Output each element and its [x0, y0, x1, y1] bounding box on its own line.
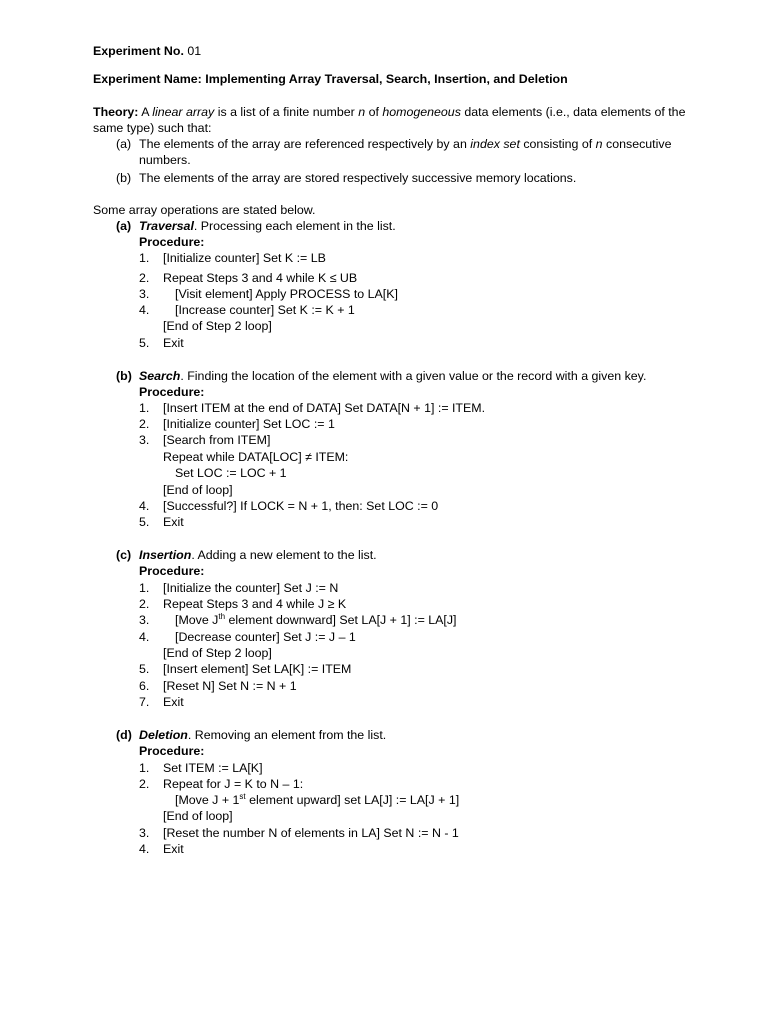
traversal-procedure-label: Procedure: — [139, 235, 205, 249]
operations-intro: Some array operations are stated below. — [93, 203, 316, 217]
exp-no-value: 01 — [187, 44, 202, 58]
step-text: [End of Step 2 loop] — [163, 646, 272, 660]
step-text: Repeat for J = K to N – 1: — [163, 777, 304, 791]
step-number: 1. — [139, 581, 150, 595]
step-number: 5. — [139, 662, 150, 676]
experiment-name — [93, 71, 568, 87]
insertion-heading: Insertion. Adding a new element to the list. — [139, 548, 377, 562]
step-text: [Initialize the counter] Set J := N — [163, 581, 339, 595]
step-text: [Increase counter] Set K := K + 1 — [175, 303, 355, 317]
step-text: Exit — [163, 695, 184, 709]
step-text: [Initialize counter] Set LOC := 1 — [163, 417, 335, 431]
search-procedure-label: Procedure: — [139, 385, 205, 399]
step-number: 2. — [139, 271, 150, 285]
step-number: 2. — [139, 777, 150, 791]
search-marker: (b) — [116, 369, 132, 383]
step-number: 1. — [139, 401, 150, 415]
theory-line-1: Theory: A linear array is a list of a finite number n of homogeneous data elements (i.e., data elements of the — [93, 105, 686, 119]
step-number: 1. — [139, 251, 150, 265]
insertion-procedure-label: Procedure: — [139, 564, 205, 578]
insertion-marker: (c) — [116, 548, 132, 562]
step-text: [Move $J^{th}$ element downward] Set LA[J + 1] := LA[J] — [175, 611, 457, 627]
step-text: [Insert ITEM at the end of DATA] Set DATA[N + 1] := ITEM. — [163, 401, 486, 415]
step-text: Set ITEM := LA[K] — [163, 761, 263, 775]
step-number: 5. — [139, 515, 150, 529]
experiment-number — [93, 43, 201, 59]
step-number: 3. — [139, 287, 150, 301]
step-text: [End of loop] — [163, 483, 233, 497]
step-number: 3. — [139, 826, 150, 840]
step-number: 4. — [139, 630, 150, 644]
step-text: [Successful?] If LOCK = N + 1, then: Set LOC := 0 — [163, 499, 439, 513]
step-text: Set LOC := LOC + 1 — [175, 466, 287, 480]
step-number: 6. — [139, 679, 150, 693]
step-number: 1. — [139, 761, 150, 775]
step-text: Repeat Steps 3 and 4 while K ≤ UB — [163, 271, 358, 285]
step-number: 7. — [139, 695, 150, 709]
step-number: 4. — [139, 499, 150, 513]
deletion-heading: Deletion. Removing an element from the list. — [139, 728, 387, 742]
step-number: 4. — [139, 303, 150, 317]
deletion-marker: (d) — [116, 728, 132, 742]
theory-item-a-cont: numbers. — [139, 153, 191, 167]
theory-item-b-marker: (b) — [116, 171, 132, 185]
step-number: 2. — [139, 597, 150, 611]
deletion-procedure-label: Procedure: — [139, 744, 205, 758]
step-text: [Decrease counter] Set J := J – 1 — [175, 630, 356, 644]
step-number: 5. — [139, 336, 150, 350]
step-text: Exit — [163, 515, 184, 529]
traversal-marker: (a) — [116, 219, 132, 233]
step-text: [Move J + 1st element upward] set LA[J] := LA[J + 1] — [175, 791, 460, 807]
exp-name-label: Experiment Name: — [93, 72, 202, 86]
theory-item-b: The elements of the array are stored respectively successive memory locations. — [139, 171, 577, 185]
step-number: 3. — [139, 613, 150, 627]
theory-line-2: same type) such that: — [93, 121, 212, 135]
step-text: [Initialize counter] Set K := LB — [163, 251, 326, 265]
step-number: 4. — [139, 842, 150, 856]
exp-name-value: Implementing Array Traversal, Search, Insertion, and Deletion — [205, 72, 568, 86]
step-text: Exit — [163, 842, 184, 856]
traversal-heading: Traversal. Processing each element in the list. — [139, 219, 396, 233]
search-heading: Search. Finding the location of the element with a given value or the record with a given key. — [139, 369, 647, 383]
step-text: [Visit element] Apply PROCESS to LA[K] — [175, 287, 398, 301]
step-text: [End of Step 2 loop] — [163, 319, 272, 333]
exp-no-label: Experiment No. — [93, 44, 184, 58]
step-text: [End of loop] — [163, 809, 233, 823]
theory-item-a-marker: (a) — [116, 137, 132, 151]
step-text: Repeat Steps 3 and 4 while J ≥ K — [163, 597, 347, 611]
step-text: [Reset N] Set N := N + 1 — [163, 679, 297, 693]
step-text: [Search from ITEM] — [163, 433, 271, 447]
step-text: Repeat while DATA[LOC] ≠ ITEM: — [163, 450, 349, 464]
step-number: 3. — [139, 433, 150, 447]
step-text: [Insert element] Set LA[K] := ITEM — [163, 662, 352, 676]
theory-item-a: The elements of the array are referenced respectively by an index set consisting of n consecutive — [139, 137, 672, 151]
step-text: Exit — [163, 336, 184, 350]
step-text: [Reset the number N of elements in LA] Set N := N - 1 — [163, 826, 459, 840]
step-number: 2. — [139, 417, 150, 431]
